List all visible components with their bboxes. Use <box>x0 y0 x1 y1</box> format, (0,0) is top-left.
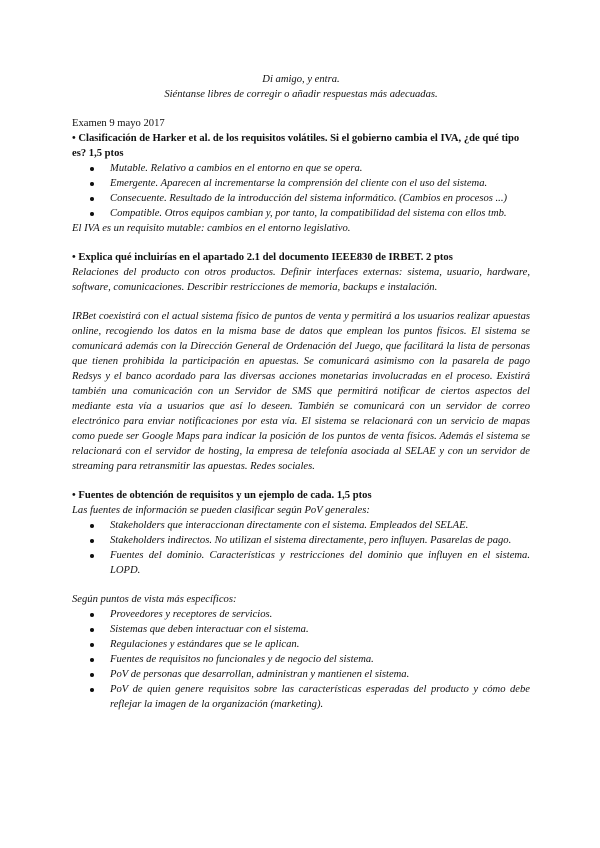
question-3-intro-specific: Según puntos de vista más específicos: <box>72 594 237 605</box>
question-2-paragraph: IRBet coexistirá con el actual sistema físico de puntos de venta y permitirá a los usuarios realizar apuestas online, recogiendo los datos en la misma base de datos que emplean los puntos físicos. El sistema se comunicará además con la Dirección General de Ordenación del Juego, que facilitará la lista de personas que tienen prohibida la participación en apuestas. Se comunicará asimismo con la pasarela de pago Redsys y el banco acordado para las diversas acciones monetarias involucradas en el proceso. Existirá también una comunicación con un Servidor de SMS que permitirá notificar de ciertos aspectos del mediante esta vía a usuarios que así lo deseen. También se comunicará con un servidor de correo electrónico para enviar notificaciones por esta vía. El sistema se relacionará con un servicio de mapas como puede ser Google Maps para indicar la posición de los puntos de venta físicos. Además el sistema se relacionará con el servidor de hosting, la empresa de telefonía asociada al SELAE y con un servidor de streaming para retransmitir las apuestas. Redes sociales. <box>72 311 530 472</box>
list-item: Emergente. Aparecen al incrementarse la comprensión del cliente con el uso del sistema. <box>110 176 530 191</box>
list-item: Stakeholders indirectos. No utilizan el sistema directamente, pero influyen. Pasarelas de pago. <box>110 533 530 548</box>
list-item: Consecuente. Resultado de la introducción del sistema informático. (Cambios en procesos ...) <box>110 191 530 206</box>
question-3-general-list <box>72 518 530 578</box>
question-2-intro: Relaciones del producto con otros productos. Definir interfaces externas: sistema, usuario, hardware, software, comunicaciones. Describir restricciones de memoria, backups e instalación. <box>72 267 530 293</box>
exam-date: Examen 9 mayo 2017 <box>72 118 165 129</box>
header-line-1: Di amigo, y entra. <box>262 74 340 85</box>
question-3-heading: • Fuentes de obtención de requisitos y un ejemplo de cada. 1,5 ptos <box>72 490 372 501</box>
question-1-answer: El IVA es un requisito mutable: cambios en el entorno legislativo. <box>72 223 351 234</box>
document-page <box>72 72 530 712</box>
list-item: PoV de personas que desarrollan, administran y mantienen el sistema. <box>110 667 530 682</box>
list-item: Sistemas que deben interactuar con el sistema. <box>110 622 530 637</box>
list-item: Stakeholders que interaccionan directamente con el sistema. Empleados del SELAE. <box>110 518 530 533</box>
list-item: Fuentes del dominio. Características y restricciones del dominio que influyen en el sistema. LOPD. <box>110 550 530 576</box>
list-item: Compatible. Otros equipos cambian y, por tanto, la compatibilidad del sistema con ellos tmb. <box>110 206 530 221</box>
header-line-2: Siéntanse libres de corregir o añadir respuestas más adecuadas. <box>164 89 438 100</box>
question-3-intro-general: Las fuentes de información se pueden clasificar según PoV generales: <box>72 505 370 516</box>
question-1-list <box>72 161 530 221</box>
list-item: Regulaciones y estándares que se le aplican. <box>110 637 530 652</box>
list-item: Proveedores y receptores de servicios. <box>110 607 530 622</box>
question-3-specific-list <box>72 607 530 712</box>
list-item: Fuentes de requisitos no funcionales y de negocio del sistema. <box>110 652 530 667</box>
list-item: PoV de quien genere requisitos sobre las características esperadas del producto y cómo debe reflejar la imagen de la organización (marketing). <box>110 684 530 710</box>
question-2-heading: • Explica qué incluirías en el apartado 2.1 del documento IEEE830 de IRBET. 2 ptos <box>72 252 453 263</box>
list-item: Mutable. Relativo a cambios en el entorno en que se opera. <box>110 161 530 176</box>
question-1-heading: • Clasificación de Harker et al. de los requisitos volátiles. Si el gobierno cambia el IVA, ¿de qué tipo es? 1,5 ptos <box>72 133 520 159</box>
